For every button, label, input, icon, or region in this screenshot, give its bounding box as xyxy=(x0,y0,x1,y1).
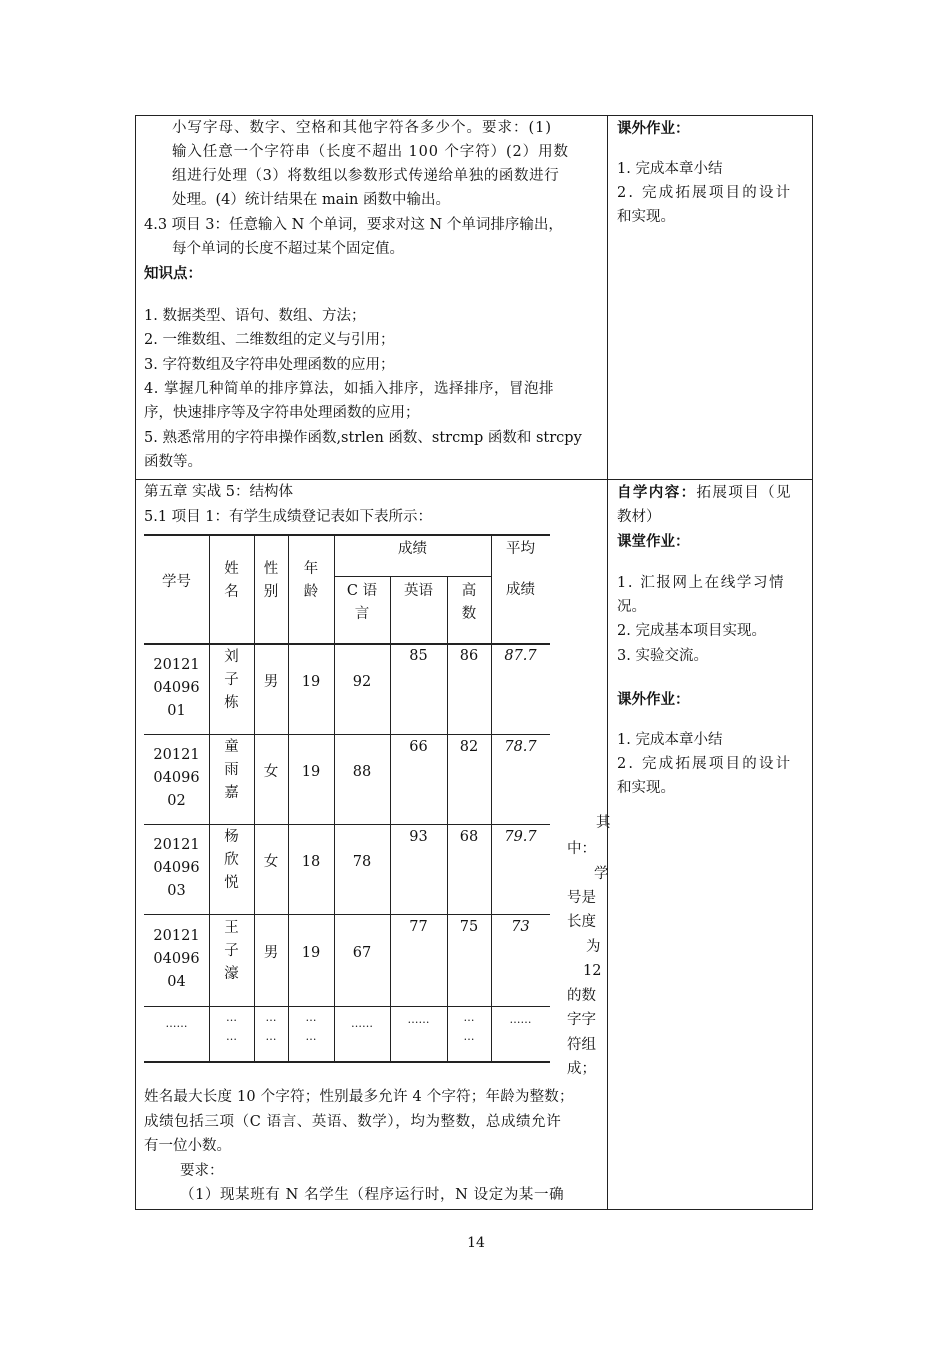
cell-math: 75 xyxy=(459,919,479,935)
side-note-line: 的数 xyxy=(567,988,596,1004)
side-note-line: 字字 xyxy=(567,1012,596,1028)
cell-age: 18 xyxy=(301,854,321,870)
header-id: 学号 xyxy=(162,574,191,590)
cell-id: 20121 04096 02 xyxy=(153,747,200,809)
text-line: 小写字母、数字、空格和其他字符各多少个。要求：(1) xyxy=(172,120,553,136)
cell-average: 87.7 xyxy=(504,648,537,664)
selfstudy-text: 拓展项目（见 xyxy=(696,485,792,501)
side-note-line: 符组 xyxy=(567,1037,596,1053)
homework-item: 2. 完成拓展项目的设计 xyxy=(617,756,793,772)
header-average: 平均 成绩 xyxy=(506,541,535,598)
side-note-line: 成； xyxy=(567,1061,596,1077)
header-english: 英语 xyxy=(404,583,433,599)
cell-name: 刘 子 栋 xyxy=(224,649,239,711)
col-rule xyxy=(491,534,492,1062)
frame-left-border xyxy=(135,115,136,1210)
text-line: 输入任意一个字符串（长度不超出 100 个字符）(2）用数 xyxy=(172,144,569,160)
text-line: 处理。(4）统计结果在 main 函数中输出。 xyxy=(172,192,450,208)
row-rule xyxy=(144,914,550,915)
homework-item: 和实现。 xyxy=(617,209,675,225)
header-math: 高 数 xyxy=(461,583,477,622)
frame-bottom-border xyxy=(135,1209,813,1210)
frame-right-border xyxy=(812,115,813,1210)
side-note-line: 其 xyxy=(596,815,611,831)
selfstudy-line: 教材） xyxy=(617,509,661,525)
homework-item: 1. 完成本章小结 xyxy=(617,732,723,748)
requirement-title: 要求： xyxy=(180,1163,224,1179)
cell-c: 78 xyxy=(352,854,372,870)
side-note-line: 中： xyxy=(567,841,596,857)
knowledge-item: 4. 掌握几种简单的排序算法，如插入排序，选择排序，冒泡排 xyxy=(144,381,554,397)
knowledge-item: 2. 一维数组、二维数组的定义与引用； xyxy=(144,332,395,348)
cell-english: 66 xyxy=(409,739,428,755)
side-note-line: 学 xyxy=(594,866,609,882)
cell-gender: 男 xyxy=(263,945,279,961)
cell-age: 19 xyxy=(301,674,321,690)
table-bottom-rule xyxy=(144,1061,550,1063)
text-line: 4.3 项目 3：任意输入 N 个单词，要求对这 N 个单词排序输出， xyxy=(144,217,563,233)
cell-name: 杨 欣 悦 xyxy=(224,829,239,891)
cell-ellipsis: …… xyxy=(407,1013,430,1026)
header-gender: 性 别 xyxy=(263,561,279,600)
cell-ellipsis: … … xyxy=(463,1011,475,1043)
table-top-rule xyxy=(144,534,550,536)
cell-c: 92 xyxy=(352,674,372,690)
cell-math: 86 xyxy=(459,648,479,664)
homework-title: 课外作业： xyxy=(617,691,690,708)
header-age: 年 龄 xyxy=(303,561,319,600)
cell-age: 19 xyxy=(301,945,321,961)
page-number: 14 xyxy=(467,1235,485,1251)
text-line: 成绩包括三项（C 语言、英语、数学），均为整数，总成绩允许 xyxy=(144,1114,562,1130)
cell-ellipsis: …… xyxy=(165,1017,188,1030)
cell-name: 童 雨 嘉 xyxy=(224,739,239,801)
side-note-line: 号是 xyxy=(567,890,596,906)
chapter-title: 第五章 实战 5：结构体 xyxy=(144,484,293,500)
knowledge-item: 序，快速排序等及字符串处理函数的应用； xyxy=(144,405,420,421)
homework-item: 1. 完成本章小结 xyxy=(617,161,723,177)
selfstudy-label: 自学内容： xyxy=(617,484,697,501)
cell-ellipsis: … … xyxy=(265,1011,277,1043)
cell-c: 88 xyxy=(352,764,372,780)
cell-name: 王 子 濠 xyxy=(224,920,239,982)
text-line: 每个单词的长度不超过某个固定值。 xyxy=(172,241,404,257)
cell-gender: 男 xyxy=(263,674,279,690)
row-rule xyxy=(144,734,550,735)
cell-average: 78.7 xyxy=(504,739,537,755)
classwork-title: 课堂作业： xyxy=(617,533,690,550)
homework-title: 课外作业： xyxy=(617,120,690,137)
text-line: 姓名最大长度 10 个字符；性别最多允许 4 个字符；年龄为整数； xyxy=(144,1089,574,1105)
cell-ellipsis: … … xyxy=(226,1011,237,1043)
cell-ellipsis: …… xyxy=(509,1013,532,1026)
row-rule xyxy=(144,824,550,825)
side-note-line: 长度 xyxy=(567,914,596,930)
cell-id: 20121 04096 01 xyxy=(153,657,200,719)
knowledge-item: 函数等。 xyxy=(144,454,202,470)
header-c-language: C 语 言 xyxy=(346,583,378,622)
cell-math: 68 xyxy=(459,829,479,845)
text-line: 组进行处理（3）将数组以参数形式传递给单独的函数进行 xyxy=(172,168,560,184)
cell-id: 20121 04096 03 xyxy=(153,837,200,899)
row-rule xyxy=(144,1006,550,1007)
knowledge-title: 知识点： xyxy=(144,265,202,282)
selfstudy-line xyxy=(617,481,792,505)
frame-divider xyxy=(607,115,608,1210)
header-name: 姓 名 xyxy=(224,561,239,600)
col-rule xyxy=(254,534,255,1062)
knowledge-item: 3. 字符数组及字符串处理函数的应用； xyxy=(144,357,395,373)
cell-math: 82 xyxy=(459,739,479,755)
cell-ellipsis: … … xyxy=(305,1011,317,1043)
cell-english: 93 xyxy=(409,829,428,845)
classwork-item: 2. 完成基本项目实现。 xyxy=(617,623,766,639)
side-note-line: 12 xyxy=(583,963,602,979)
cell-gender: 女 xyxy=(263,854,279,870)
classwork-item: 3. 实验交流。 xyxy=(617,648,708,664)
frame-top-border xyxy=(135,115,813,116)
project-title: 5.1 项目 1：有学生成绩登记表如下表所示： xyxy=(144,509,433,525)
classwork-item: 1. 汇报网上在线学习情 xyxy=(617,575,786,591)
cell-ellipsis: …… xyxy=(351,1017,373,1030)
knowledge-item: 5. 熟悉常用的字符串操作函数,strlen 函数、strcmp 函数和 strcpy xyxy=(144,430,582,446)
grades-subheader-rule xyxy=(334,576,491,577)
col-rule xyxy=(288,534,289,1062)
cell-id: 20121 04096 04 xyxy=(153,928,200,990)
requirement-item: （1）现某班有 N 名学生（程序运行时，N 设定为某一确 xyxy=(180,1187,565,1203)
homework-item: 和实现。 xyxy=(617,780,675,796)
frame-middle-border xyxy=(135,479,813,480)
side-note-line: 为 xyxy=(586,939,601,955)
text-line: 有一位小数。 xyxy=(144,1138,231,1154)
classwork-item: 况。 xyxy=(617,599,646,615)
header-grades: 成绩 xyxy=(398,541,427,557)
homework-item: 2. 完成拓展项目的设计 xyxy=(617,185,793,201)
cell-c: 67 xyxy=(352,945,372,961)
cell-age: 19 xyxy=(301,764,321,780)
cell-english: 77 xyxy=(409,919,428,935)
cell-average: 73 xyxy=(511,919,530,935)
knowledge-item: 1. 数据类型、语句、数组、方法； xyxy=(144,308,366,324)
cell-gender: 女 xyxy=(263,764,279,780)
cell-english: 85 xyxy=(409,648,428,664)
cell-average: 79.7 xyxy=(504,829,537,845)
